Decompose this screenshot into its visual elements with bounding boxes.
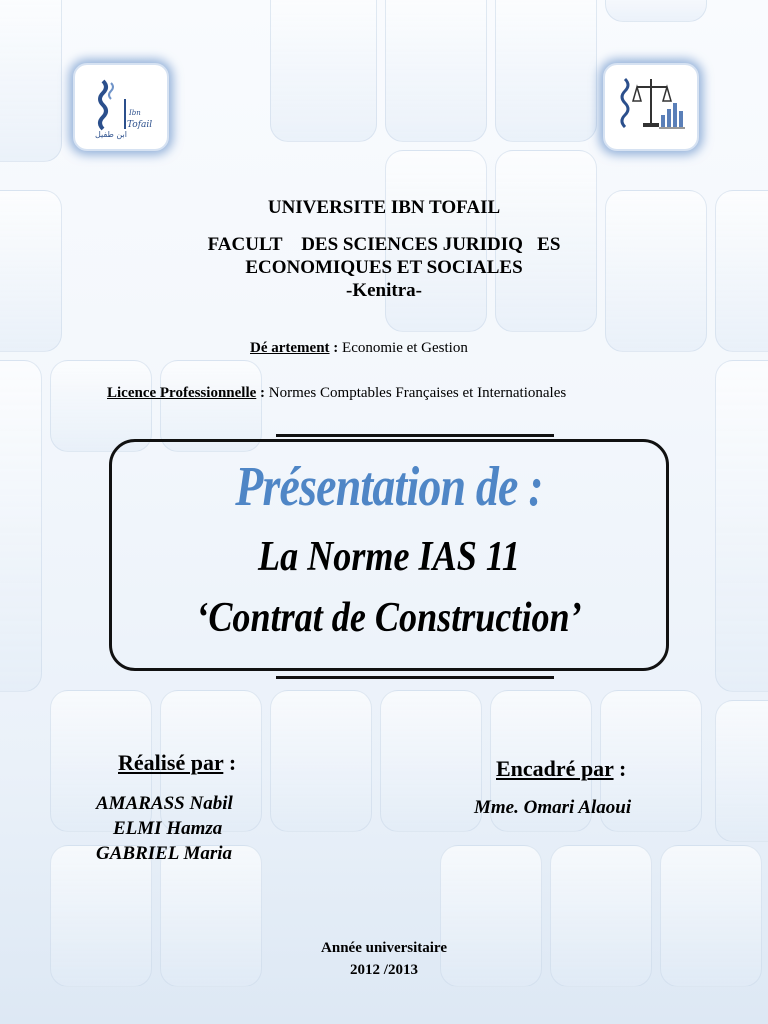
author-name: GABRIEL Maria	[96, 843, 233, 864]
authors-colon: :	[223, 750, 237, 775]
supervisor-colon: :	[613, 756, 627, 781]
authors-label: Réalisé par	[118, 750, 224, 775]
licence-label: Licence Professionnelle	[107, 385, 257, 401]
licence-separator: :	[256, 385, 269, 401]
scales-of-justice-icon	[611, 71, 691, 143]
supervisor-label: Encadré par	[496, 756, 614, 781]
city-name: -Kenitra-	[346, 280, 422, 301]
academic-year-label: Année universitaire	[321, 940, 447, 956]
supervisor-name: Mme. Omari Alaoui	[474, 797, 632, 818]
university-emblem-icon	[81, 71, 161, 143]
standard-title: La Norme IAS 11	[258, 534, 520, 580]
frame-accent-top	[276, 434, 554, 437]
authors-heading	[118, 750, 236, 776]
academic-year-value: 2012 /2013	[350, 962, 418, 978]
department-value: Economie et Gestion	[342, 340, 468, 356]
department-line	[250, 340, 468, 357]
svg-text:Tofail: Tofail	[127, 120, 153, 130]
svg-text:Ibn: Ibn	[129, 109, 141, 117]
department-separator: :	[329, 340, 343, 356]
licence-line	[107, 385, 566, 402]
university-name: UNIVERSITE IBN TOFAIL	[267, 197, 501, 218]
faculty-logo	[603, 63, 699, 151]
contract-title: ‘Contrat de Construction’	[196, 595, 582, 641]
faculty-name-line1: FACULT DES SCIENCES JURIDIQ ES	[207, 234, 561, 255]
author-name: ELMI Hamza	[113, 818, 223, 839]
licence-value: Normes Comptables Françaises et Internationales	[268, 385, 567, 401]
presentation-heading: Présentation de :	[235, 456, 543, 518]
frame-accent-bottom	[276, 676, 554, 679]
department-label: Dé artement	[250, 340, 330, 356]
svg-text:ابن طفيل: ابن طفيل	[95, 130, 127, 139]
university-logo	[73, 63, 169, 151]
supervisor-heading	[496, 756, 626, 782]
faculty-name-line2: ECONOMIQUES ET SOCIALES	[245, 257, 523, 278]
author-name: AMARASS Nabil	[96, 793, 233, 814]
